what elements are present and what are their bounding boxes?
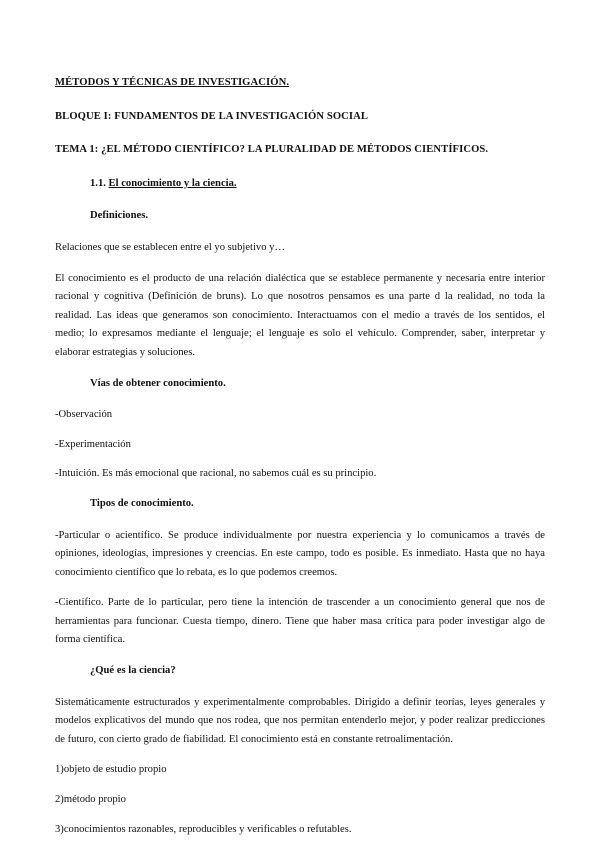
ways-item: -Observación	[55, 409, 113, 421]
types-paragraph-1: -Particular o acientífico. Se produce individualmente por nuestra experiencia y lo comunicamos a través de opiniones, ideologías, impresiones y creencias. En este campo, todo es posible. Es inmediato. Hasta que no haya conocimiento científico que lo rebata, es lo que podemos creemos.	[55, 529, 545, 578]
section-heading	[55, 175, 545, 194]
definitions-paragraph-2: El conocimiento es el producto de una relación dialéctica que se establece permanente y necesaria entre interior racional y cognitiva (Definición de bruns). Lo que nosotros pensamos es una parte d la realidad, no toda la realidad. Las ideas que generamos son conocimiento. Interactuamos con el medio a través de los sentidos, el medio; lo expresamos mediante el lenguaje; el lenguaje es solo el vehículo. Comprender, saber, interpretar y elaborar estrategias y soluciones.	[55, 272, 545, 358]
document-title: MÉTODOS Y TÉCNICAS DE INVESTIGACIÓN.	[55, 77, 290, 88]
section-title: El conocimiento y la ciencia.	[108, 177, 237, 189]
science-heading: ¿Qué es la ciencia?	[90, 665, 176, 677]
definitions-paragraph-1: Relaciones que se establecen entre el yo subjetivo y…	[55, 241, 286, 253]
science-item: 1)objeto de estudio propio	[55, 764, 167, 776]
ways-item: -Intuición. Es más emocional que racional, no sabemos cuál es su principio.	[55, 468, 377, 480]
section-number: 1.1.	[90, 177, 106, 189]
topic-heading: TEMA 1: ¿EL MÉTODO CIENTÍFICO? LA PLURALIDAD DE MÉTODOS CIENTÍFICOS.	[55, 144, 489, 156]
block-heading: BLOQUE I: FUNDAMENTOS DE LA INVESTIGACIÓN SOCIAL	[55, 110, 369, 122]
types-paragraph-2: -Científico. Parte de lo particular, pero tiene la intención de trascender a un conocimiento general que nos de herramientas para funcionar. Cuesta tiempo, dinero. Tiene que haber masa crítica para poder investigar algo de forma científica.	[55, 597, 545, 646]
types-heading: Tipos de conocimiento.	[90, 497, 194, 509]
science-paragraph: Sistemáticamente estructurados y experimentalmente comprobables. Dirigido a definir teorías, leyes generales y modelos explicativos del mundo que nos rodea, que nos permitan entenderlo mejor, y poder realizar predicciones de futuro, con cierto grado de fiabilidad. El conocimiento está en constante retroalimentación.	[55, 696, 545, 745]
ways-item: -Experimentación	[55, 438, 131, 450]
ways-heading: Vías de obtener conocimiento.	[90, 377, 226, 389]
document-body	[55, 74, 545, 850]
science-item: 2)método propio	[55, 794, 126, 806]
definitions-heading: Definiciones.	[90, 210, 148, 222]
science-item: 3)conocimientos razonables, reproducibles y verificables o refutables.	[55, 823, 352, 835]
